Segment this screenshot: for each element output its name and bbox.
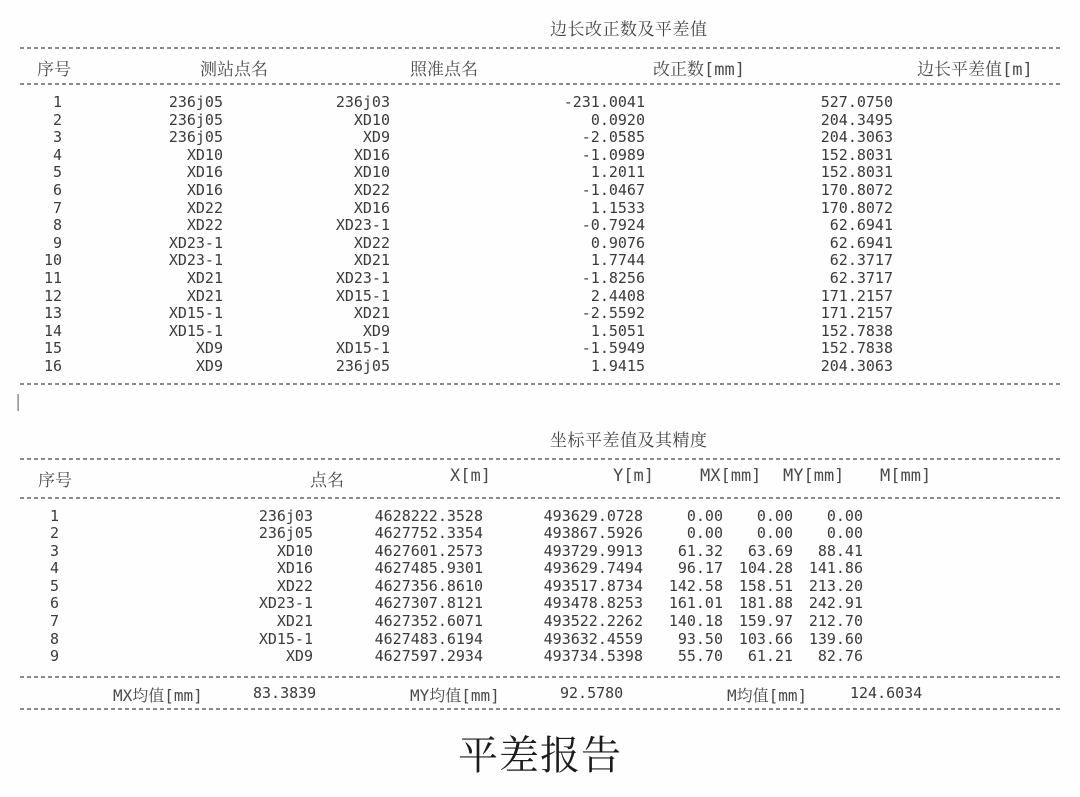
table1-body xyxy=(0,85,1080,376)
table-cell: XD9 xyxy=(285,647,313,666)
table-cell: 55.70 xyxy=(677,647,723,666)
table-cell: 6 xyxy=(49,594,59,613)
table-cell: 0.00 xyxy=(686,524,723,543)
table-cell: 213.20 xyxy=(808,576,863,595)
table-cell: 493734.5398 xyxy=(543,647,643,666)
table-cell: 0.00 xyxy=(756,524,793,543)
table-row xyxy=(20,182,1080,200)
table-cell: 236j03 xyxy=(258,506,313,525)
table-cell: 4627356.8610 xyxy=(374,576,483,595)
table-cell: XD10 xyxy=(276,541,313,560)
table-row xyxy=(20,323,1080,341)
table-cell: 10 xyxy=(43,251,62,270)
table-cell: 204.3495 xyxy=(820,110,893,129)
table-cell: XD22 xyxy=(186,216,223,235)
table1-header-adj-length: 边长平差值[m] xyxy=(917,60,1033,80)
table-cell: 88.41 xyxy=(817,541,863,560)
table-cell: 493632.4559 xyxy=(543,629,643,648)
table-cell: 4627307.8121 xyxy=(374,594,483,613)
table-cell: 0.0920 xyxy=(590,110,645,129)
table-cell: 9 xyxy=(49,647,59,666)
table-cell: 93.50 xyxy=(677,629,723,648)
table-cell: 6 xyxy=(52,180,62,199)
table-cell: 7 xyxy=(49,612,59,631)
table-cell: -2.0585 xyxy=(581,128,645,147)
table-row xyxy=(20,252,1080,270)
table-cell: 96.17 xyxy=(677,559,723,578)
table-cell: 0.00 xyxy=(686,506,723,525)
table-cell: 1 xyxy=(52,93,62,111)
table-row xyxy=(20,648,1080,666)
table-cell: 4628222.3528 xyxy=(374,506,483,525)
table-cell: 170.8072 xyxy=(820,198,893,217)
table-row xyxy=(20,543,1080,561)
table2-header-y: Y[m] xyxy=(613,465,654,486)
table-cell: 171.2157 xyxy=(820,286,893,305)
table-cell: XD15-1 xyxy=(258,629,313,648)
table-cell: 5 xyxy=(52,163,62,182)
table-cell: XD15-1 xyxy=(335,286,390,305)
table-cell: XD21 xyxy=(186,286,223,305)
table-cell: 493522.2262 xyxy=(543,612,643,631)
table-cell: 3 xyxy=(52,128,62,147)
table2-header-m: M[mm] xyxy=(880,465,932,486)
table2-header-x: X[m] xyxy=(450,465,491,486)
table-row xyxy=(20,578,1080,596)
divider xyxy=(20,383,1060,385)
text-cursor: | xyxy=(13,391,24,412)
table1-header-correction: 改正数[mm] xyxy=(653,60,745,80)
table-cell: -1.8256 xyxy=(581,268,645,287)
table-cell: 493478.8253 xyxy=(543,594,643,613)
table-cell: XD10 xyxy=(353,110,390,129)
table-cell: 0.00 xyxy=(826,506,863,525)
table-cell: XD21 xyxy=(353,251,390,270)
table-cell: 2 xyxy=(52,110,62,129)
table-cell: 181.88 xyxy=(738,594,793,613)
mx-mean-label: MX均值[mm] xyxy=(113,685,203,705)
table-row xyxy=(20,200,1080,218)
table-cell: XD23-1 xyxy=(168,251,223,270)
table-cell: 62.3717 xyxy=(829,268,893,287)
table-cell: 62.6941 xyxy=(829,233,893,252)
table-cell: 4 xyxy=(49,559,59,578)
table-cell: 152.7838 xyxy=(820,321,893,340)
table-cell: 104.28 xyxy=(738,559,793,578)
table-cell: 140.18 xyxy=(668,612,723,631)
table-cell: 4627485.9301 xyxy=(374,559,483,578)
table2-header-seq: 序号 xyxy=(38,470,72,491)
table-cell: 62.6941 xyxy=(829,216,893,235)
table-cell: XD21 xyxy=(186,268,223,287)
table-cell: XD21 xyxy=(276,612,313,631)
table-cell: 2 xyxy=(49,524,59,543)
table-cell: 4627601.2573 xyxy=(374,541,483,560)
table-row xyxy=(20,94,1080,112)
table2-body xyxy=(0,499,1080,666)
table-cell: XD23-1 xyxy=(258,594,313,613)
table1-header-seq: 序号 xyxy=(37,60,71,80)
table-cell: 242.91 xyxy=(808,594,863,613)
table-cell: 204.3063 xyxy=(820,128,893,147)
table-cell: 142.58 xyxy=(668,576,723,595)
table-row xyxy=(20,508,1080,526)
table-cell: 1 xyxy=(49,506,59,525)
table-cell: 493629.0728 xyxy=(543,506,643,525)
table2-header-row xyxy=(0,460,1080,497)
table-cell: XD23-1 xyxy=(168,233,223,252)
table-cell: 103.66 xyxy=(738,629,793,648)
table-cell: 63.69 xyxy=(747,541,793,560)
table-cell: 4627352.6071 xyxy=(374,612,483,631)
table-cell: 1.2011 xyxy=(590,163,645,182)
table-row xyxy=(20,631,1080,649)
table-cell: -1.5949 xyxy=(581,339,645,358)
table2-summary-row xyxy=(0,678,1080,708)
table-cell: 152.8031 xyxy=(820,163,893,182)
table-cell: XD22 xyxy=(353,180,390,199)
table-cell: 161.01 xyxy=(668,594,723,613)
table-cell: -231.0041 xyxy=(563,93,645,111)
table2-header-point: 点名 xyxy=(310,470,344,491)
table-row xyxy=(20,560,1080,578)
table-cell: 236j03 xyxy=(335,93,390,111)
table-cell: 493867.5926 xyxy=(543,524,643,543)
table1-header-target: 照准点名 xyxy=(410,60,478,80)
table-cell: XD10 xyxy=(186,145,223,164)
table-cell: 236j05 xyxy=(335,356,390,375)
table-cell: XD15-1 xyxy=(168,321,223,340)
table-cell: 141.86 xyxy=(808,559,863,578)
table-row xyxy=(20,340,1080,358)
table-cell: 61.32 xyxy=(677,541,723,560)
table-cell: 1.7744 xyxy=(590,251,645,270)
table-cell: 61.21 xyxy=(747,647,793,666)
table-cell: XD9 xyxy=(362,128,390,147)
table-row xyxy=(20,129,1080,147)
table-row xyxy=(20,595,1080,613)
table-cell: -0.7924 xyxy=(581,216,645,235)
table-cell: 152.7838 xyxy=(820,339,893,358)
table-row xyxy=(20,217,1080,235)
table2-header-my: MY[mm] xyxy=(783,465,845,486)
table1-title: 边长改正数及平差值 xyxy=(550,20,708,40)
table-cell: XD16 xyxy=(276,559,313,578)
table-row xyxy=(20,288,1080,306)
table-cell: XD23-1 xyxy=(335,216,390,235)
table-cell: XD10 xyxy=(353,163,390,182)
table-cell: XD16 xyxy=(353,198,390,217)
report-caption: 平差报告 xyxy=(458,732,622,779)
table-cell: 0.00 xyxy=(826,524,863,543)
table-cell: 3 xyxy=(49,541,59,560)
table-cell: XD16 xyxy=(186,180,223,199)
table-row xyxy=(20,358,1080,376)
table-cell: 204.3063 xyxy=(820,356,893,375)
table-cell: 171.2157 xyxy=(820,304,893,323)
table-cell: 4 xyxy=(52,145,62,164)
table-cell: 493729.9913 xyxy=(543,541,643,560)
table-cell: 5 xyxy=(49,576,59,595)
table-row xyxy=(20,164,1080,182)
table-cell: XD22 xyxy=(353,233,390,252)
table-cell: 236j05 xyxy=(168,93,223,111)
table-cell: 62.3717 xyxy=(829,251,893,270)
table-cell: XD22 xyxy=(186,198,223,217)
table-cell: XD16 xyxy=(186,163,223,182)
table1-header-row xyxy=(0,49,1080,83)
table-cell: 152.8031 xyxy=(820,145,893,164)
table-cell: XD15-1 xyxy=(168,304,223,323)
table-cell: 493629.7494 xyxy=(543,559,643,578)
table-cell: 1.9415 xyxy=(590,356,645,375)
table-cell: XD15-1 xyxy=(335,339,390,358)
table-cell: 212.70 xyxy=(808,612,863,631)
table-row xyxy=(20,613,1080,631)
table-cell: 82.76 xyxy=(817,647,863,666)
table-cell: 15 xyxy=(43,339,62,358)
table-cell: XD16 xyxy=(353,145,390,164)
table-cell: 14 xyxy=(43,321,62,340)
table-cell: XD23-1 xyxy=(335,268,390,287)
table-cell: 527.0750 xyxy=(820,93,893,111)
divider xyxy=(20,708,1060,710)
table-row xyxy=(20,525,1080,543)
table-cell: 7 xyxy=(52,198,62,217)
table-cell: -1.0989 xyxy=(581,145,645,164)
table-cell: 0.00 xyxy=(756,506,793,525)
table-cell: XD9 xyxy=(362,321,390,340)
table1-header-station: 测站点名 xyxy=(200,60,268,80)
table-row xyxy=(20,147,1080,165)
table-cell: -2.5592 xyxy=(581,304,645,323)
table-cell: 0.9076 xyxy=(590,233,645,252)
mx-mean-value: 83.3839 xyxy=(253,683,317,702)
my-mean-value: 92.5780 xyxy=(560,683,624,702)
table2-header-mx: MX[mm] xyxy=(700,465,762,486)
table-cell: 11 xyxy=(43,268,62,287)
table-cell: 1.1533 xyxy=(590,198,645,217)
table-cell: 236j05 xyxy=(168,110,223,129)
m-mean-value: 124.6034 xyxy=(850,683,923,702)
table-cell: 8 xyxy=(52,216,62,235)
table-cell: 1.5051 xyxy=(590,321,645,340)
table-cell: 4627597.2934 xyxy=(374,647,483,666)
table-cell: -1.0467 xyxy=(581,180,645,199)
table-cell: 4627752.3354 xyxy=(374,524,483,543)
table-cell: 159.97 xyxy=(738,612,793,631)
table-cell: XD22 xyxy=(276,576,313,595)
table-row xyxy=(20,270,1080,288)
table-cell: 9 xyxy=(52,233,62,252)
table-cell: 236j05 xyxy=(168,128,223,147)
table-cell: 2.4408 xyxy=(590,286,645,305)
table-cell: 493517.8734 xyxy=(543,576,643,595)
table-cell: 12 xyxy=(43,286,62,305)
m-mean-label: M均值[mm] xyxy=(727,685,808,705)
table-cell: XD9 xyxy=(195,356,223,375)
table-cell: XD9 xyxy=(195,339,223,358)
table-cell: 16 xyxy=(43,356,62,375)
table-row xyxy=(20,112,1080,130)
table-cell: 236j05 xyxy=(258,524,313,543)
table-row xyxy=(20,305,1080,323)
table-cell: 139.60 xyxy=(808,629,863,648)
table-cell: 13 xyxy=(43,304,62,323)
table2-title: 坐标平差值及其精度 xyxy=(550,430,708,451)
table-row xyxy=(20,235,1080,253)
table-cell: 4627483.6194 xyxy=(374,629,483,648)
table-cell: 158.51 xyxy=(738,576,793,595)
table-cell: 170.8072 xyxy=(820,180,893,199)
table-cell: XD21 xyxy=(353,304,390,323)
table-cell: 8 xyxy=(49,629,59,648)
my-mean-label: MY均值[mm] xyxy=(410,685,500,705)
